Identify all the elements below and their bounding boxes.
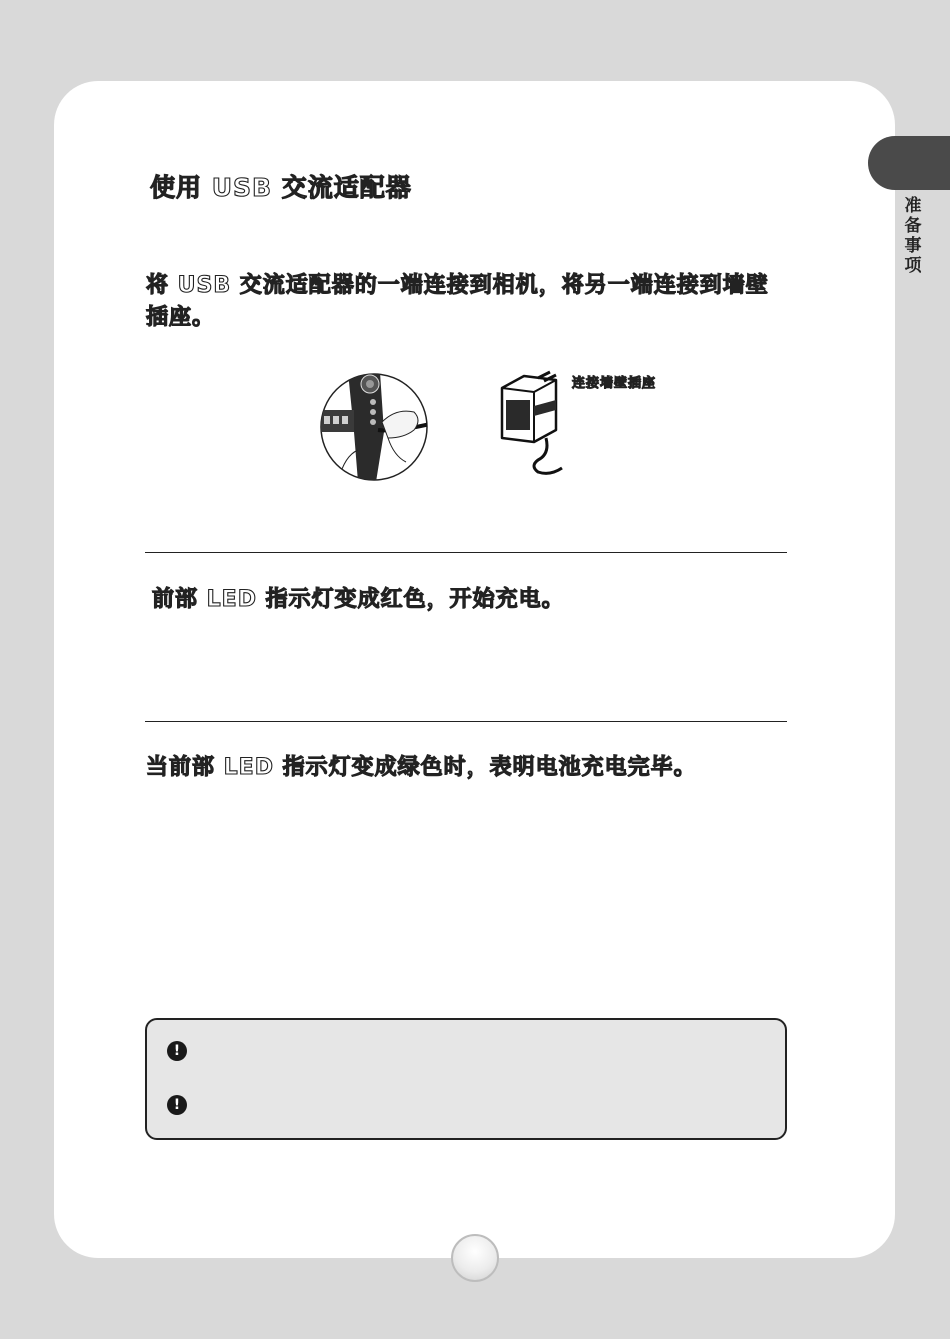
section-title: 使用 USB 交流适配器 [150, 173, 412, 202]
step-1-text: 将 USB 交流适配器的一端连接到相机，将另一端连接到墙壁插座。 [146, 273, 769, 330]
exclamation-icon: ! [167, 1041, 187, 1061]
exclamation-icon: ! [167, 1095, 187, 1115]
chapter-tab-label: 准备事项 [904, 196, 922, 276]
camera-cable-illustration [318, 372, 430, 482]
divider [145, 721, 787, 722]
adapter-callout-label: 连接墙壁插座 [572, 376, 657, 391]
note-item [167, 1093, 197, 1117]
divider [145, 552, 787, 553]
notes-box [145, 1018, 787, 1140]
chapter-tab[interactable] [868, 136, 950, 190]
ac-adapter-illustration [494, 364, 574, 476]
step-2-text: 前部 LED 指示灯变成红色，开始充电。 [152, 587, 565, 612]
note-item [167, 1039, 197, 1063]
page-number [451, 1234, 499, 1282]
step-3-text: 当前部 LED 指示灯变成绿色时，表明电池充电完毕。 [146, 755, 697, 780]
